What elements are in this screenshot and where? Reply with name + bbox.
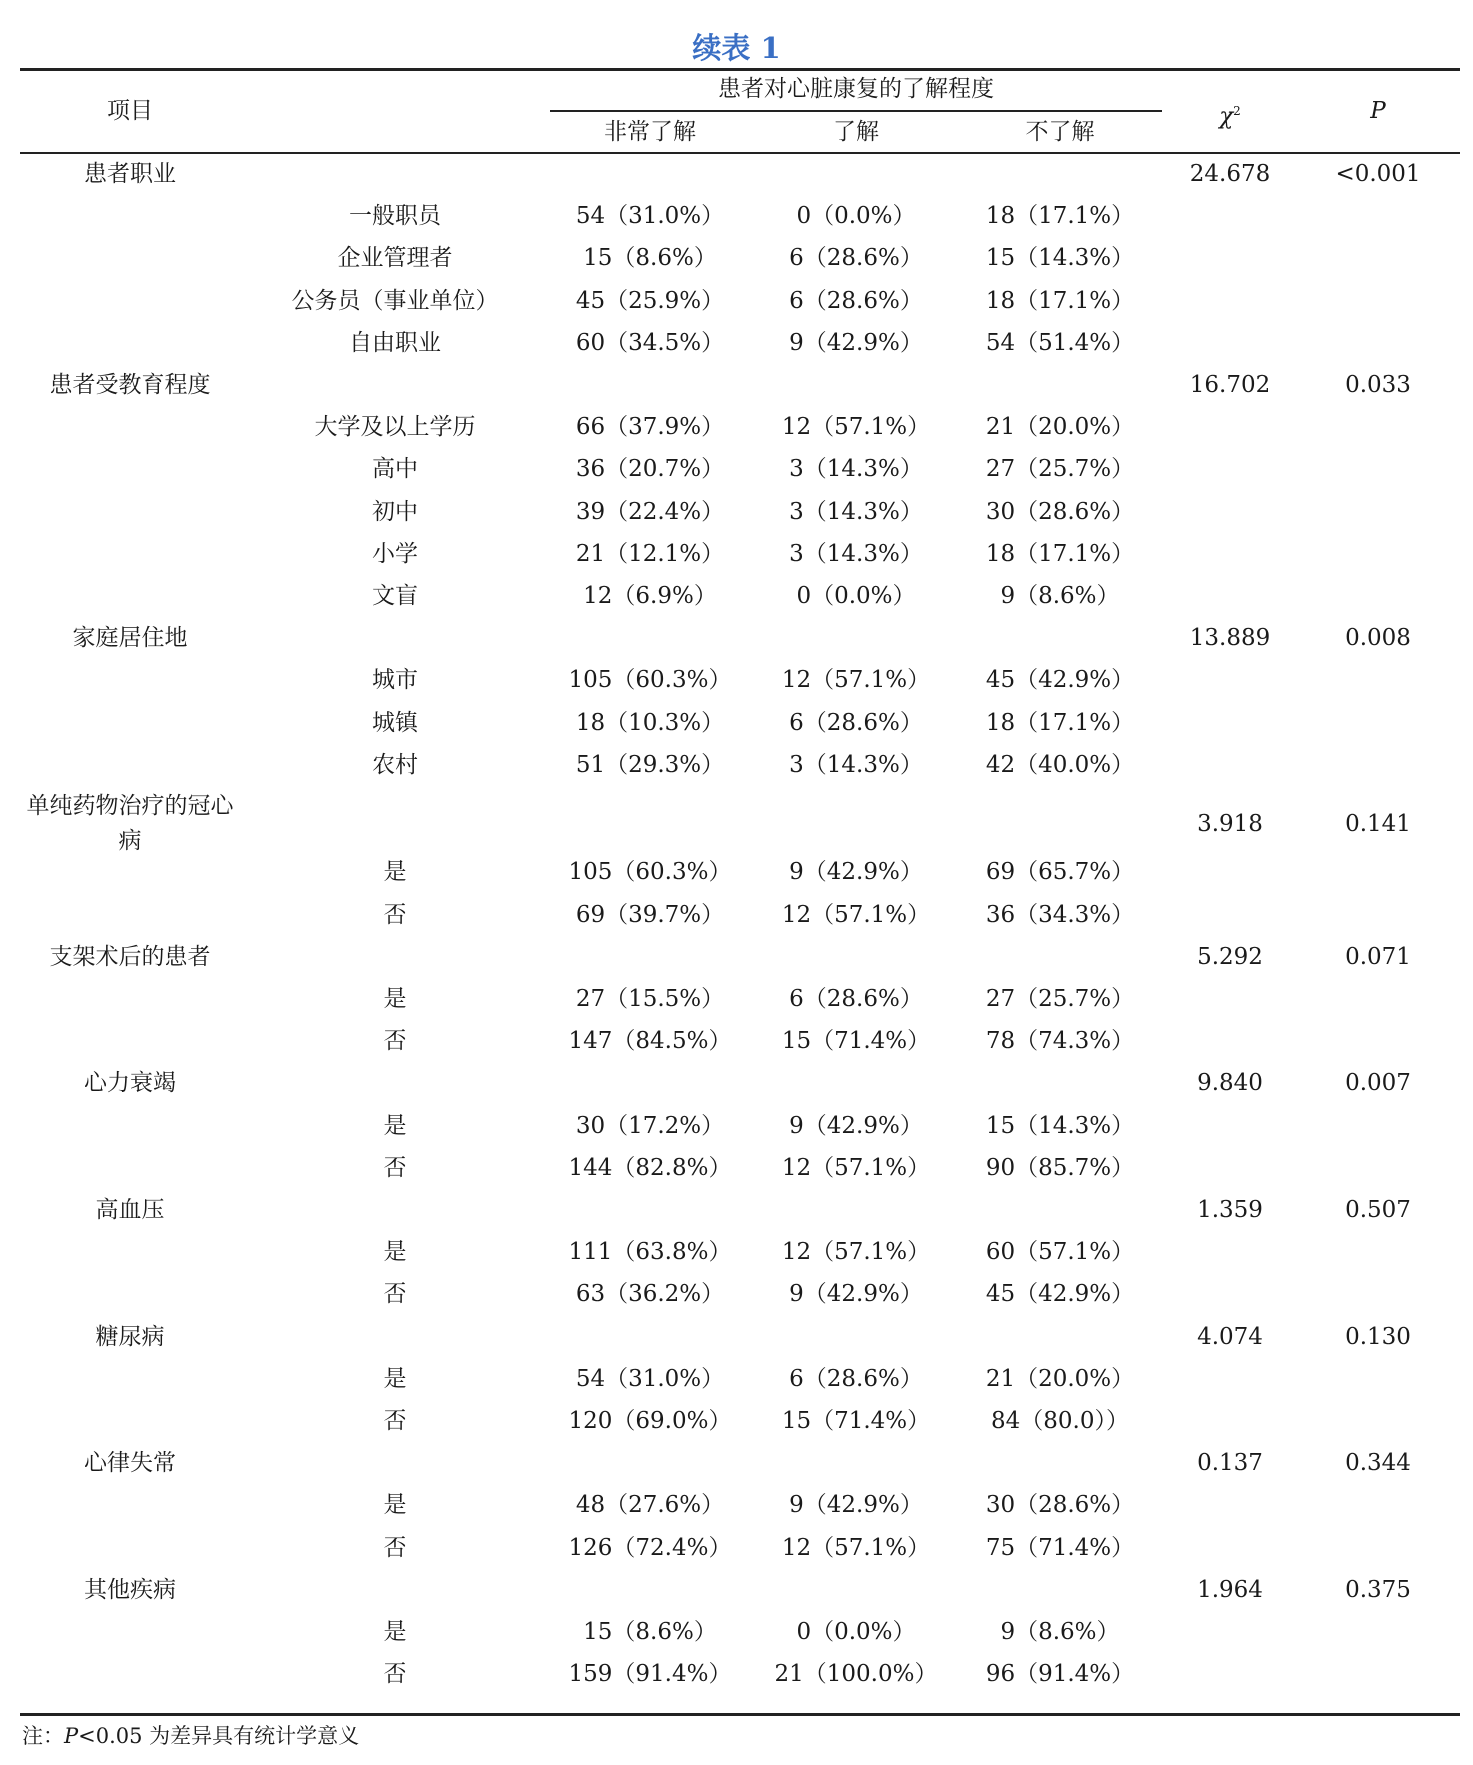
cell-unfamiliar: 27（25.7%）: [985, 456, 1135, 483]
p-value: 0.141: [1345, 811, 1411, 837]
row-label: 一般职员: [349, 203, 441, 230]
cell-familiar: 3（14.3%）: [789, 540, 923, 567]
row-label: 否: [383, 1661, 407, 1688]
row-label: 否: [383, 1154, 407, 1181]
cell-unfamiliar: 45（42.9%）: [985, 1281, 1135, 1308]
chi-square-value: 16.702: [1189, 372, 1271, 398]
group-label: 心律失常: [84, 1450, 176, 1477]
cell-familiar: 6（28.6%）: [789, 986, 923, 1012]
cell-familiar: 3（14.3%）: [789, 498, 923, 525]
row-label: 是: [383, 1112, 407, 1139]
cell-unfamiliar: 9（8.6%）: [1000, 583, 1120, 609]
row-label: 城镇: [372, 709, 418, 736]
header-group: 患者对心脏康复的了解程度: [718, 76, 994, 102]
cell-unfamiliar: 54（51.4%）: [985, 329, 1135, 356]
chi-square-value: 3.918: [1197, 811, 1263, 837]
chi-square-value: 1.964: [1197, 1576, 1263, 1603]
cell-familiar: 9（42.9%）: [789, 1112, 923, 1139]
cell-unfamiliar: 36（34.3%）: [985, 901, 1135, 928]
cell-familiar: 12（57.1%）: [781, 1534, 931, 1561]
chi-square-value: 1.359: [1197, 1197, 1263, 1223]
row-label: 否: [383, 1281, 407, 1308]
cell-very-familiar: 66（37.9%）: [575, 414, 725, 441]
cell-unfamiliar: 18（17.1%）: [985, 540, 1135, 567]
group-label: 单纯药物治疗的冠心病: [26, 793, 234, 854]
row-label: 否: [383, 1408, 407, 1434]
cell-unfamiliar: 75（71.4%）: [985, 1534, 1135, 1561]
header-chi-square: $\chi^2$: [1219, 103, 1241, 130]
cell-unfamiliar: 15（14.3%）: [985, 1112, 1135, 1139]
row-label: 否: [383, 901, 407, 928]
cell-familiar: 21（100.0%）: [774, 1661, 938, 1688]
cell-very-familiar: 159（91.4%）: [568, 1661, 732, 1688]
row-label: 是: [383, 986, 407, 1012]
cell-unfamiliar: 90（85.7%）: [985, 1154, 1135, 1181]
cell-unfamiliar: 21（20.0%）: [985, 414, 1135, 441]
row-label: 大学及以上学历: [314, 414, 476, 441]
cell-very-familiar: 105（60.3%）: [568, 667, 732, 694]
p-value: 0.007: [1345, 1070, 1411, 1097]
cell-familiar: 15（71.4%）: [781, 1408, 931, 1434]
group-label: 支架术后的患者: [49, 943, 211, 970]
cell-very-familiar: 36（20.7%）: [575, 456, 725, 483]
cell-unfamiliar: 78（74.3%）: [985, 1028, 1135, 1055]
cell-familiar: 12（57.1%）: [781, 1239, 931, 1266]
cell-unfamiliar: 69（65.7%）: [985, 859, 1135, 886]
group-label: 家庭居住地: [72, 625, 188, 652]
cell-unfamiliar: 21（20.0%）: [985, 1365, 1135, 1392]
cell-very-familiar: 21（12.1%）: [575, 540, 725, 567]
row-label: 公务员（事业单位）: [291, 287, 499, 314]
top-rule: [20, 68, 1460, 71]
row-label: 是: [383, 1365, 407, 1392]
chi-square-value: 24.678: [1189, 161, 1271, 187]
row-label: 自由职业: [349, 329, 441, 356]
cell-very-familiar: 27（15.5%）: [575, 986, 725, 1012]
cell-very-familiar: 12（6.9%）: [583, 583, 717, 609]
row-label: 否: [383, 1028, 407, 1055]
cell-familiar: 6（28.6%）: [789, 1365, 923, 1392]
cell-very-familiar: 18（10.3%）: [575, 709, 725, 736]
cell-very-familiar: 39（22.4%）: [575, 498, 725, 525]
row-label: 是: [383, 1239, 407, 1266]
p-value: 0.130: [1345, 1323, 1411, 1350]
cell-unfamiliar: 18（17.1%）: [985, 287, 1135, 314]
p-value: 0.507: [1345, 1197, 1411, 1223]
group-label: 其他疾病: [84, 1576, 176, 1603]
header-col-unfamiliar: 不了解: [1025, 119, 1095, 145]
cell-unfamiliar: 30（28.6%）: [985, 1492, 1135, 1519]
chi-square-value: 9.840: [1197, 1070, 1263, 1097]
chi-square-value: 13.889: [1189, 625, 1271, 652]
row-label: 是: [383, 859, 407, 886]
cell-familiar: 0（0.0%）: [796, 583, 916, 609]
cell-familiar: 9（42.9%）: [789, 1492, 923, 1519]
row-label: 文盲: [372, 583, 418, 609]
row-label: 高中: [372, 456, 418, 483]
cell-very-familiar: 60（34.5%）: [575, 329, 725, 356]
cell-very-familiar: 63（36.2%）: [575, 1281, 725, 1308]
cell-very-familiar: 54（31.0%）: [575, 1365, 725, 1392]
cell-very-familiar: 69（39.7%）: [575, 901, 725, 928]
cell-familiar: 6（28.6%）: [789, 245, 923, 272]
table-footnote: 注：P<0.05 为差异具有统计学意义: [22, 1724, 360, 1748]
row-label: 城市: [372, 667, 418, 694]
cell-very-familiar: 30（17.2%）: [575, 1112, 725, 1139]
row-label: 否: [383, 1534, 407, 1561]
cell-familiar: 12（57.1%）: [781, 414, 931, 441]
group-label: 糖尿病: [95, 1323, 165, 1350]
p-value: 0.375: [1345, 1576, 1411, 1603]
cell-unfamiliar: 9（8.6%）: [1000, 1619, 1120, 1645]
cell-unfamiliar: 15（14.3%）: [985, 245, 1135, 272]
cell-unfamiliar: 18（17.1%）: [985, 709, 1135, 736]
cell-unfamiliar: 84（80.0））: [991, 1408, 1129, 1434]
cell-unfamiliar: 30（28.6%）: [985, 498, 1135, 525]
cell-very-familiar: 51（29.3%）: [575, 751, 725, 778]
row-label: 农村: [372, 751, 418, 778]
header-p-value: P: [1370, 98, 1386, 124]
cell-very-familiar: 120（69.0%）: [568, 1408, 732, 1434]
cell-familiar: 3（14.3%）: [789, 751, 923, 778]
cell-very-familiar: 126（72.4%）: [568, 1534, 732, 1561]
cell-very-familiar: 15（8.6%）: [583, 1619, 717, 1645]
row-label: 初中: [372, 498, 418, 525]
cell-very-familiar: 147（84.5%）: [568, 1028, 732, 1055]
p-value: 0.033: [1345, 372, 1411, 398]
cell-unfamiliar: 42（40.0%）: [985, 751, 1135, 778]
cell-unfamiliar: 60（57.1%）: [985, 1239, 1135, 1266]
p-value: 0.008: [1345, 625, 1411, 652]
group-label: 心力衰竭: [84, 1070, 176, 1097]
group-label: 患者职业: [84, 161, 176, 187]
header-item: 项目: [107, 98, 153, 124]
header-col-very-familiar: 非常了解: [604, 119, 696, 145]
cell-unfamiliar: 96（91.4%）: [985, 1661, 1135, 1688]
cell-very-familiar: 111（63.8%）: [568, 1239, 732, 1266]
cell-very-familiar: 105（60.3%）: [568, 859, 732, 886]
cell-familiar: 3（14.3%）: [789, 456, 923, 483]
group-header-rule: [550, 110, 1162, 112]
cell-familiar: 12（57.1%）: [781, 667, 931, 694]
header-rule: [20, 152, 1460, 154]
cell-very-familiar: 48（27.6%）: [575, 1492, 725, 1519]
cell-familiar: 6（28.6%）: [789, 287, 923, 314]
row-label: 企业管理者: [337, 245, 453, 272]
p-value: 0.071: [1345, 943, 1411, 970]
group-label: 高血压: [95, 1197, 165, 1223]
row-label: 是: [383, 1492, 407, 1519]
row-label: 是: [383, 1619, 407, 1645]
cell-familiar: 9（42.9%）: [789, 329, 923, 356]
cell-very-familiar: 54（31.0%）: [575, 203, 725, 230]
chi-square-value: 5.292: [1197, 943, 1263, 970]
cell-familiar: 12（57.1%）: [781, 901, 931, 928]
header-col-familiar: 了解: [833, 119, 879, 145]
p-value: <0.001: [1335, 161, 1421, 187]
cell-familiar: 12（57.1%）: [781, 1154, 931, 1181]
cell-familiar: 6（28.6%）: [789, 709, 923, 736]
cell-unfamiliar: 45（42.9%）: [985, 667, 1135, 694]
cell-very-familiar: 45（25.9%）: [575, 287, 725, 314]
group-label: 患者受教育程度: [49, 372, 211, 398]
cell-familiar: 9（42.9%）: [789, 1281, 923, 1308]
cell-familiar: 9（42.9%）: [789, 859, 923, 886]
cell-familiar: 0（0.0%）: [796, 203, 916, 230]
row-label: 小学: [372, 540, 418, 567]
cell-unfamiliar: 27（25.7%）: [985, 986, 1135, 1012]
cell-familiar: 0（0.0%）: [796, 1619, 916, 1645]
cell-very-familiar: 144（82.8%）: [568, 1154, 732, 1181]
cell-familiar: 15（71.4%）: [781, 1028, 931, 1055]
p-value: 0.344: [1345, 1450, 1411, 1477]
bottom-rule: [20, 1713, 1460, 1716]
cell-very-familiar: 15（8.6%）: [583, 245, 717, 272]
chi-square-value: 4.074: [1197, 1323, 1263, 1350]
chi-square-value: 0.137: [1197, 1450, 1263, 1477]
cell-unfamiliar: 18（17.1%）: [985, 203, 1135, 230]
table-title: 续表 1: [692, 31, 781, 65]
